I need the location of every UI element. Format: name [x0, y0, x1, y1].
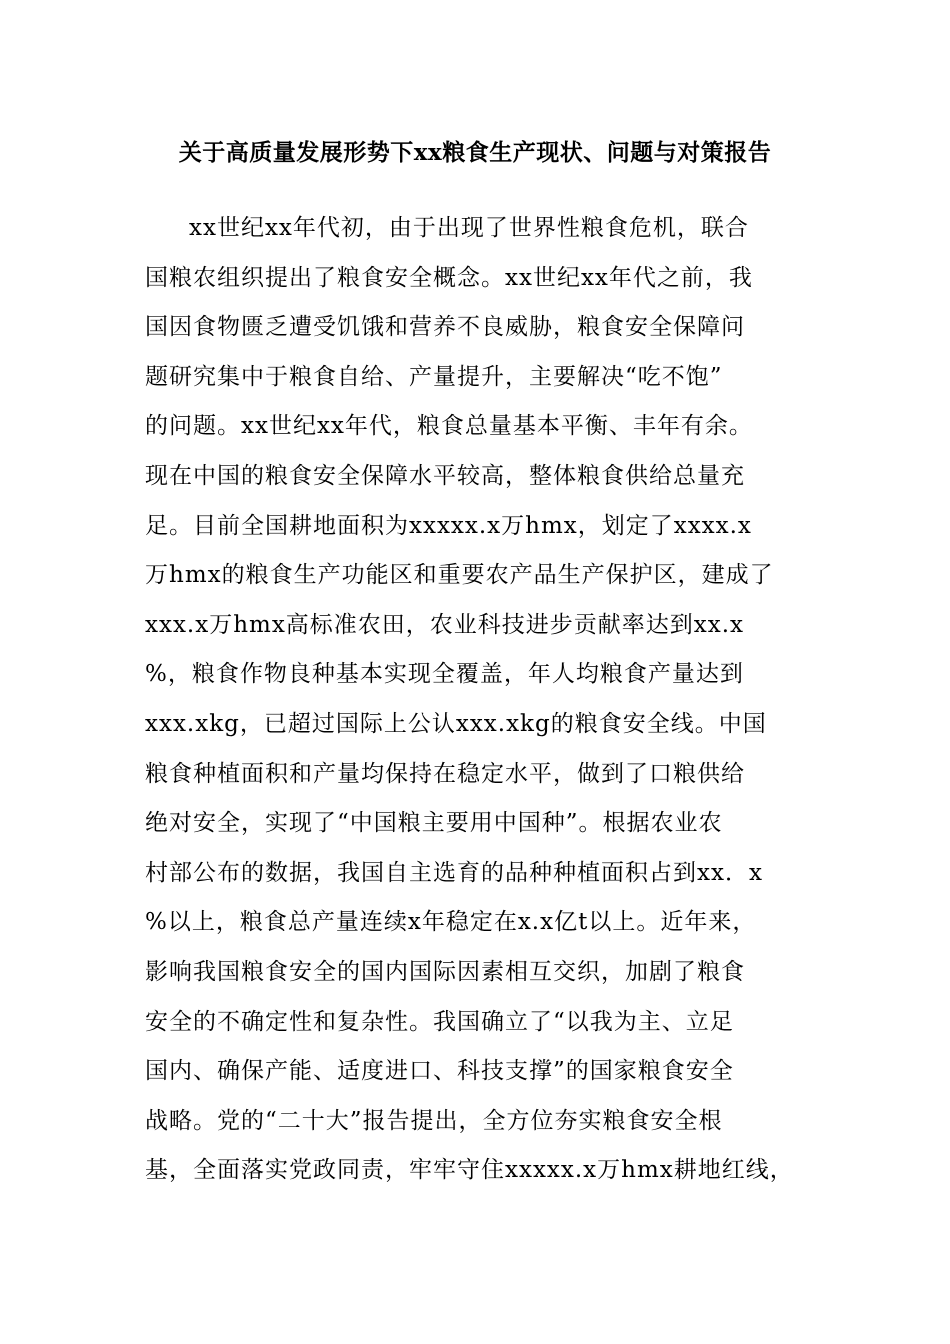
paragraph-line: %以上，粮食总产量连续x年稳定在x.x亿t以上。近年来， — [145, 909, 757, 936]
paragraph-line: 战略。党的“二十大”报告提出，全方位夯实粮食安全根 — [145, 1107, 723, 1134]
paragraph-line: 粮食种植面积和产量均保持在稳定水平，做到了口粮供给 — [145, 760, 745, 787]
paragraph-line: 影响我国粮食安全的国内国际因素相互交织，加剧了粮食 — [145, 958, 745, 985]
paragraph-line: 绝对安全，实现了“中国粮主要用中国种”。根据农业农 — [145, 810, 723, 837]
paragraph-line: 基，全面落实党政同责，牢牢守住xxxxx.x万hmx耕地红线， — [145, 1157, 794, 1184]
paragraph-line: 国粮农组织提出了粮食安全概念。xx世纪xx年代之前，我 — [145, 264, 753, 291]
paragraph-line: 国内、确保产能、适度进口、科技支撑”的国家粮食安全 — [145, 1058, 734, 1085]
paragraph-line: 村部公布的数据，我国自主选育的品种种植面积占到xx．x — [145, 859, 763, 886]
paragraph-line: 足。目前全国耕地面积为xxxxx.x万hmx，划定了xxxx.x — [145, 512, 752, 539]
document-title: 关于高质量发展形势下xx粮食生产现状、问题与对策报告 — [178, 139, 772, 166]
paragraph-line: 的问题。xx世纪xx年代，粮食总量基本平衡、丰年有余。 — [145, 413, 753, 440]
paragraph-line: xxx.xkg，已超过国际上公认xxx.xkg的粮食安全线。中国 — [145, 710, 767, 737]
paragraph-line: 国因食物匮乏遭受饥饿和营养不良威胁，粮食安全保障问 — [145, 314, 745, 341]
paragraph-line: 题研究集中于粮食自给、产量提升，主要解决“吃不饱” — [145, 363, 723, 390]
paragraph-line: xxx.x万hmx高标准农田，农业科技进步贡献率达到xx.x — [145, 611, 745, 638]
paragraph-line: 万hmx的粮食生产功能区和重要农产品生产保护区，建成了 — [145, 562, 774, 589]
paragraph-line: 安全的不确定性和复杂性。我国确立了“以我为主、立足 — [145, 1008, 734, 1035]
paragraph-line: xx世纪xx年代初，由于出现了世界性粮食危机，联合 — [189, 215, 749, 241]
body-paragraph — [145, 204, 825, 1196]
paragraph-line: 现在中国的粮食安全保障水平较高，整体粮食供给总量充 — [145, 462, 745, 489]
paragraph-line: %，粮食作物良种基本实现全覆盖，年人均粮食产量达到 — [145, 661, 744, 688]
